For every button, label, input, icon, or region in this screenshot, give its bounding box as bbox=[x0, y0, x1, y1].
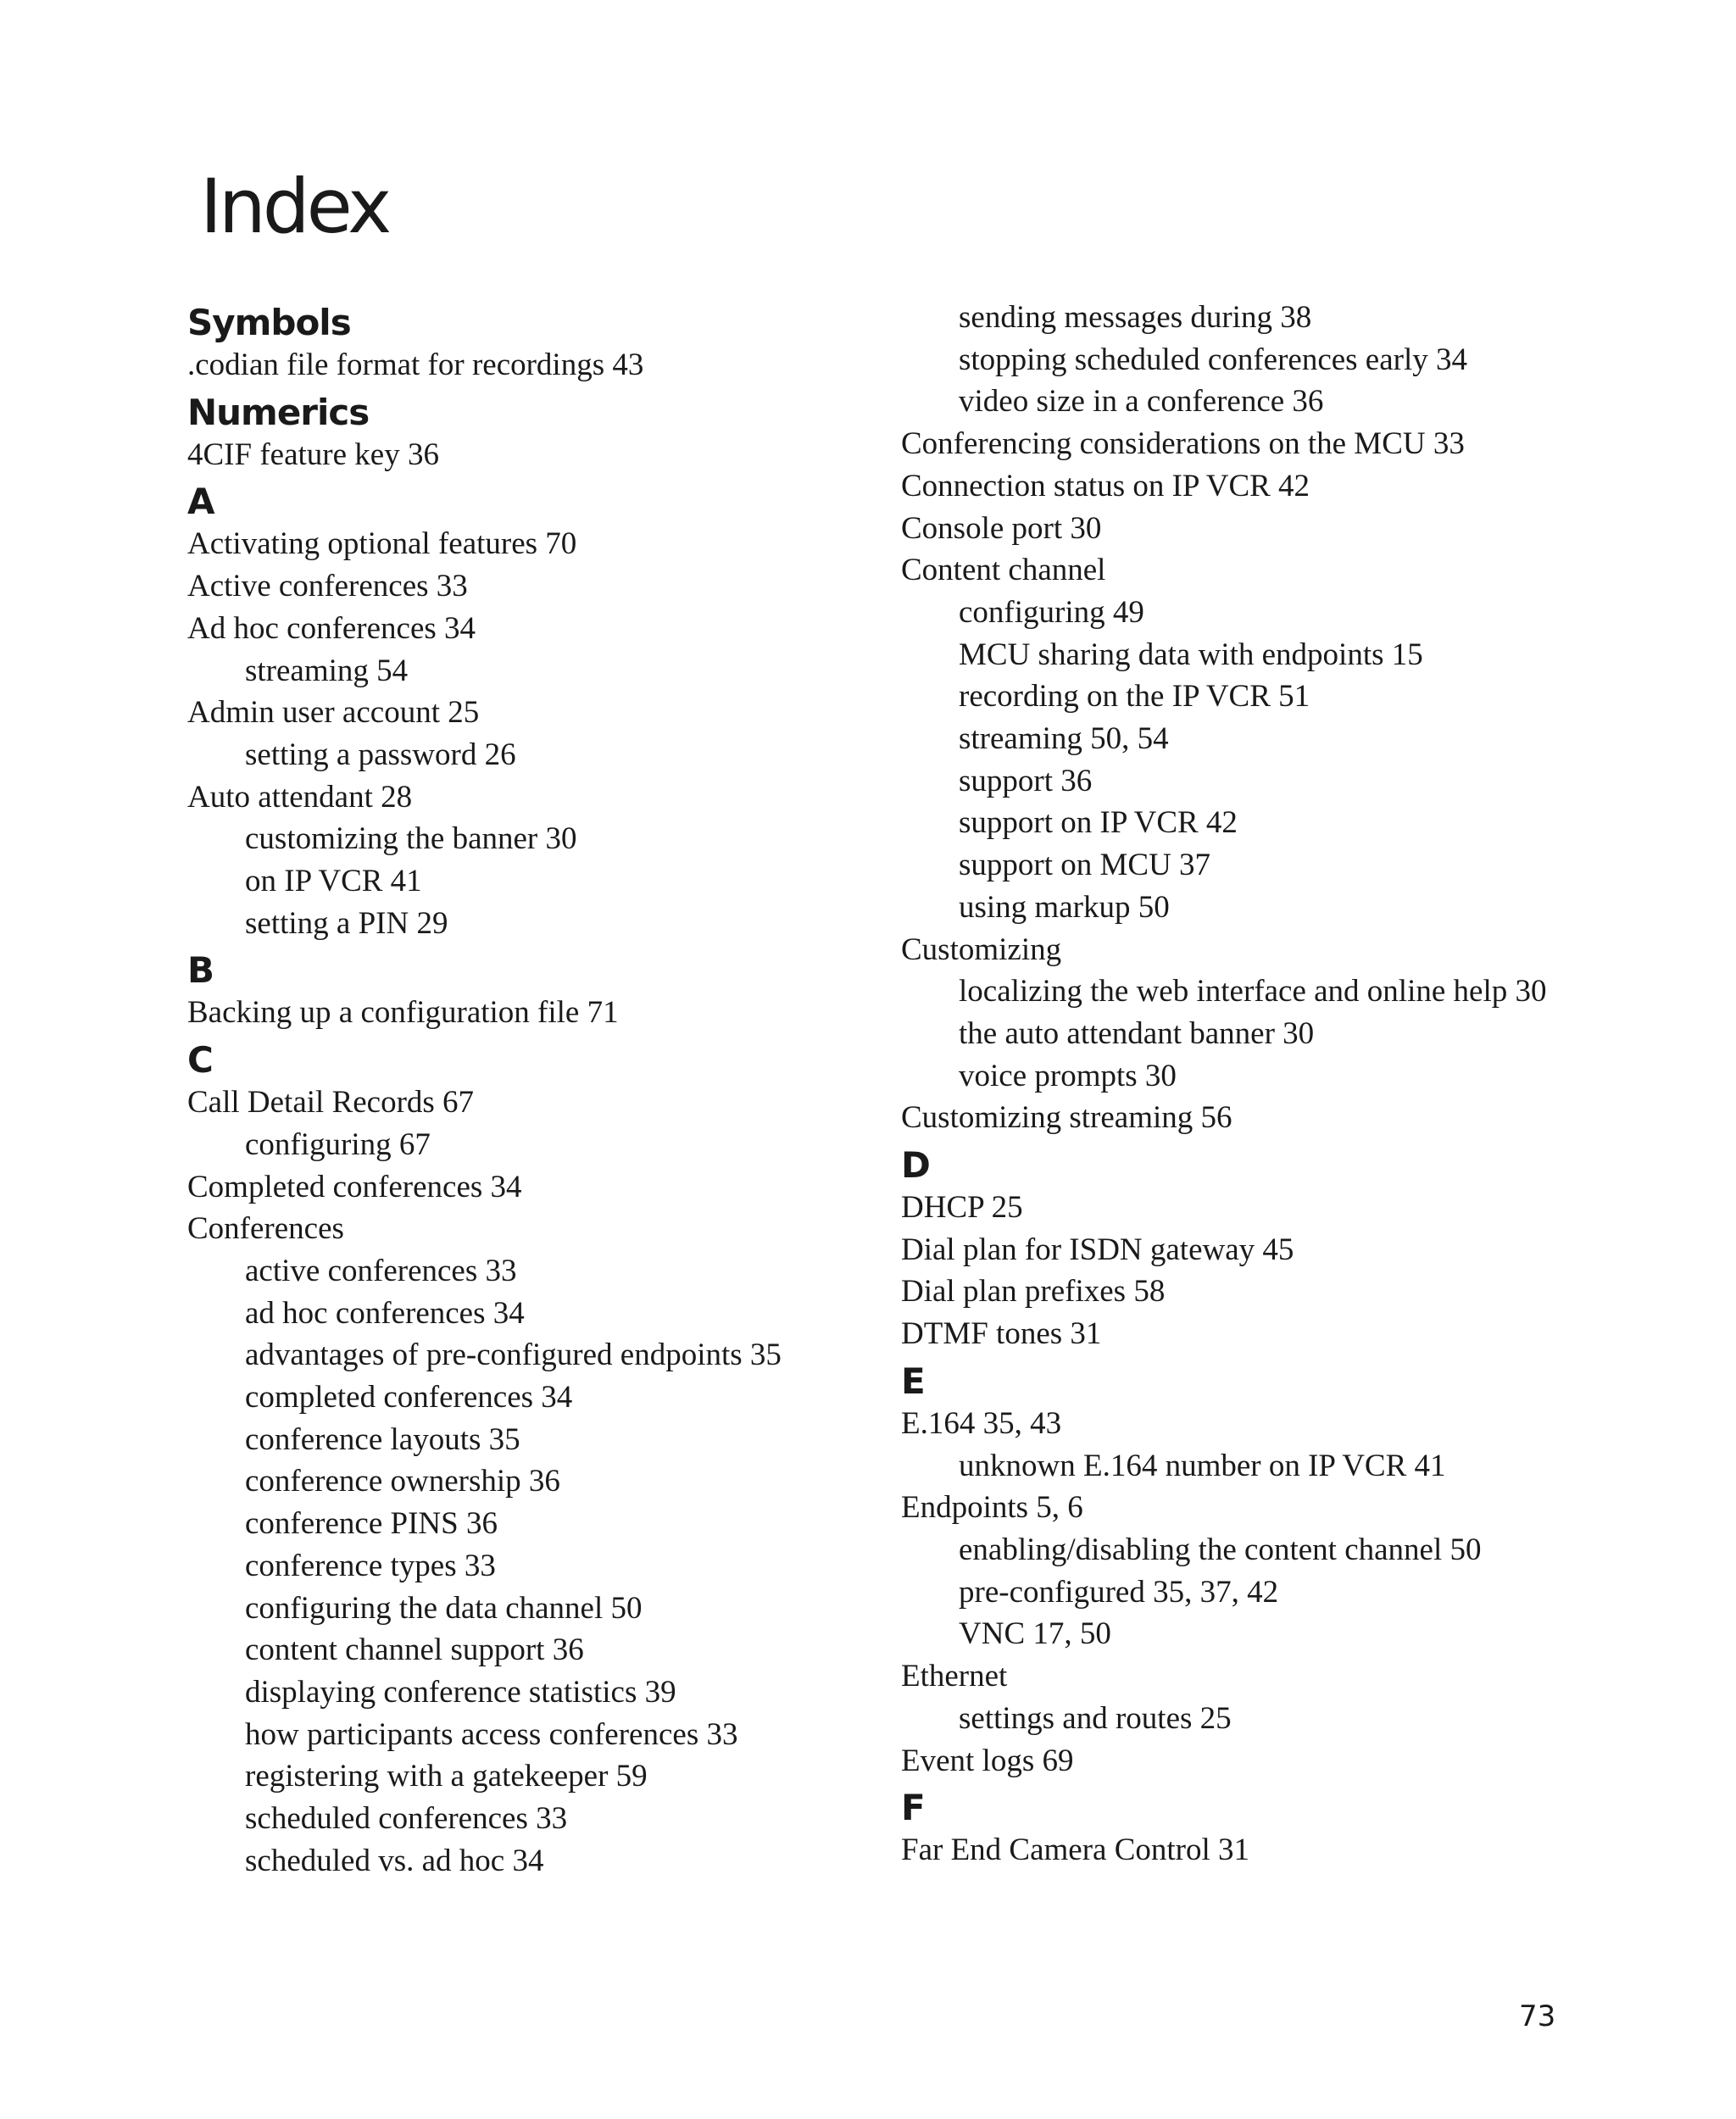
index-entry: Console port 30 bbox=[901, 510, 1102, 546]
index-entry: .codian file format for recordings 43 bbox=[187, 348, 644, 382]
index-entry: Event logs 69 bbox=[901, 1743, 1074, 1778]
index-letter-heading: A bbox=[187, 481, 214, 523]
index-entry: 4CIF feature key 36 bbox=[187, 437, 439, 472]
index-entry: Admin user account 25 bbox=[187, 695, 480, 731]
index-subentry: scheduled vs. ad hoc 34 bbox=[245, 1843, 544, 1878]
index-subentry: stopping scheduled conferences early 34 bbox=[959, 342, 1468, 377]
index-subentry: recording on the IP VCR 51 bbox=[959, 679, 1310, 715]
index-letter-heading: C bbox=[187, 1039, 213, 1082]
index-entry: Customizing bbox=[901, 932, 1062, 967]
index-subentry: setting a PIN 29 bbox=[245, 905, 448, 941]
index-subentry: ad hoc conferences 34 bbox=[245, 1295, 525, 1331]
index-subentry: setting a password 26 bbox=[245, 737, 516, 772]
index-subentry: the auto attendant banner 30 bbox=[959, 1015, 1315, 1051]
index-entry: Backing up a configuration file 71 bbox=[187, 995, 619, 1031]
index-subentry: conference PINS 36 bbox=[245, 1506, 498, 1542]
index-entry: Completed conferences 34 bbox=[187, 1169, 522, 1204]
index-entry: Conferences bbox=[187, 1211, 344, 1247]
index-entry: DTMF tones 31 bbox=[901, 1316, 1102, 1352]
index-subentry: support on IP VCR 42 bbox=[959, 805, 1238, 841]
index-entry: Endpoints 5, 6 bbox=[901, 1490, 1083, 1526]
index-subentry: scheduled conferences 33 bbox=[245, 1801, 568, 1837]
index-subentry: on IP VCR 41 bbox=[245, 864, 422, 899]
index-subentry: enabling/disabling the content channel 50 bbox=[959, 1532, 1482, 1567]
index-subentry: configuring 67 bbox=[245, 1126, 431, 1162]
index-subentry: voice prompts 30 bbox=[959, 1058, 1177, 1093]
index-subentry: how participants access conferences 33 bbox=[245, 1716, 738, 1752]
index-entry: Active conferences 33 bbox=[187, 569, 468, 604]
index-entry: Ad hoc conferences 34 bbox=[187, 610, 476, 646]
page-number: 73 bbox=[1519, 1999, 1556, 2033]
index-letter-heading: Symbols bbox=[187, 302, 351, 343]
index-subentry: streaming 54 bbox=[245, 653, 409, 688]
index-entry: Dial plan prefixes 58 bbox=[901, 1274, 1166, 1310]
index-entry: Activating optional features 70 bbox=[187, 526, 577, 562]
index-subentry: displaying conference statistics 39 bbox=[245, 1674, 676, 1710]
index-subentry: streaming 50, 54 bbox=[959, 721, 1169, 757]
index-column-right bbox=[901, 297, 1664, 1872]
index-subentry: advantages of pre-configured endpoints 35 bbox=[245, 1338, 782, 1373]
index-letter-heading: D bbox=[901, 1144, 930, 1187]
index-entry: Conferencing considerations on the MCU 33 bbox=[901, 426, 1465, 462]
index-entry: Connection status on IP VCR 42 bbox=[901, 468, 1310, 503]
index-subentry: conference types 33 bbox=[245, 1548, 496, 1583]
index-subentry: completed conferences 34 bbox=[245, 1380, 573, 1415]
index-entry: Content channel bbox=[901, 553, 1106, 588]
index-subentry: VNC 17, 50 bbox=[959, 1616, 1111, 1652]
index-entry: Auto attendant 28 bbox=[187, 779, 413, 815]
index-subentry: conference layouts 35 bbox=[245, 1421, 520, 1457]
index-subentry: unknown E.164 number on IP VCR 41 bbox=[959, 1448, 1446, 1483]
index-subentry: active conferences 33 bbox=[245, 1253, 517, 1288]
index-letter-heading: Numerics bbox=[187, 391, 370, 433]
index-entry: Customizing streaming 56 bbox=[901, 1100, 1232, 1136]
index-subentry: settings and routes 25 bbox=[959, 1700, 1232, 1736]
index-letter-heading: F bbox=[901, 1787, 925, 1829]
index-entry: Call Detail Records 67 bbox=[187, 1085, 475, 1121]
index-subentry: conference ownership 36 bbox=[245, 1464, 560, 1499]
index-subentry: customizing the banner 30 bbox=[245, 821, 577, 857]
index-subentry: pre-configured 35, 37, 42 bbox=[959, 1574, 1279, 1610]
index-subentry: support 36 bbox=[959, 763, 1093, 798]
index-subentry: using markup 50 bbox=[959, 889, 1170, 925]
index-subentry: localizing the web interface and online help 30 bbox=[959, 974, 1547, 1009]
index-subentry: sending messages during 38 bbox=[959, 300, 1312, 335]
index-entry: Far End Camera Control 31 bbox=[901, 1833, 1250, 1868]
index-entry: E.164 35, 43 bbox=[901, 1405, 1062, 1441]
index-subentry: configuring the data channel 50 bbox=[245, 1590, 643, 1626]
index-letter-heading: E bbox=[901, 1360, 925, 1402]
index-entry: Dial plan for ISDN gateway 45 bbox=[901, 1232, 1294, 1267]
index-subentry: configuring 49 bbox=[959, 594, 1144, 630]
index-subentry: content channel support 36 bbox=[245, 1632, 584, 1668]
index-subentry: registering with a gatekeeper 59 bbox=[245, 1759, 648, 1794]
index-column-left bbox=[187, 297, 865, 1883]
index-entry: Ethernet bbox=[901, 1659, 1008, 1694]
index-subentry: support on MCU 37 bbox=[959, 848, 1211, 883]
index-subentry: video size in a conference 36 bbox=[959, 384, 1324, 420]
index-letter-heading: B bbox=[187, 949, 214, 992]
index-subentry: MCU sharing data with endpoints 15 bbox=[959, 637, 1423, 672]
index-entry: DHCP 25 bbox=[901, 1190, 1023, 1226]
page-title: Index bbox=[200, 163, 389, 250]
